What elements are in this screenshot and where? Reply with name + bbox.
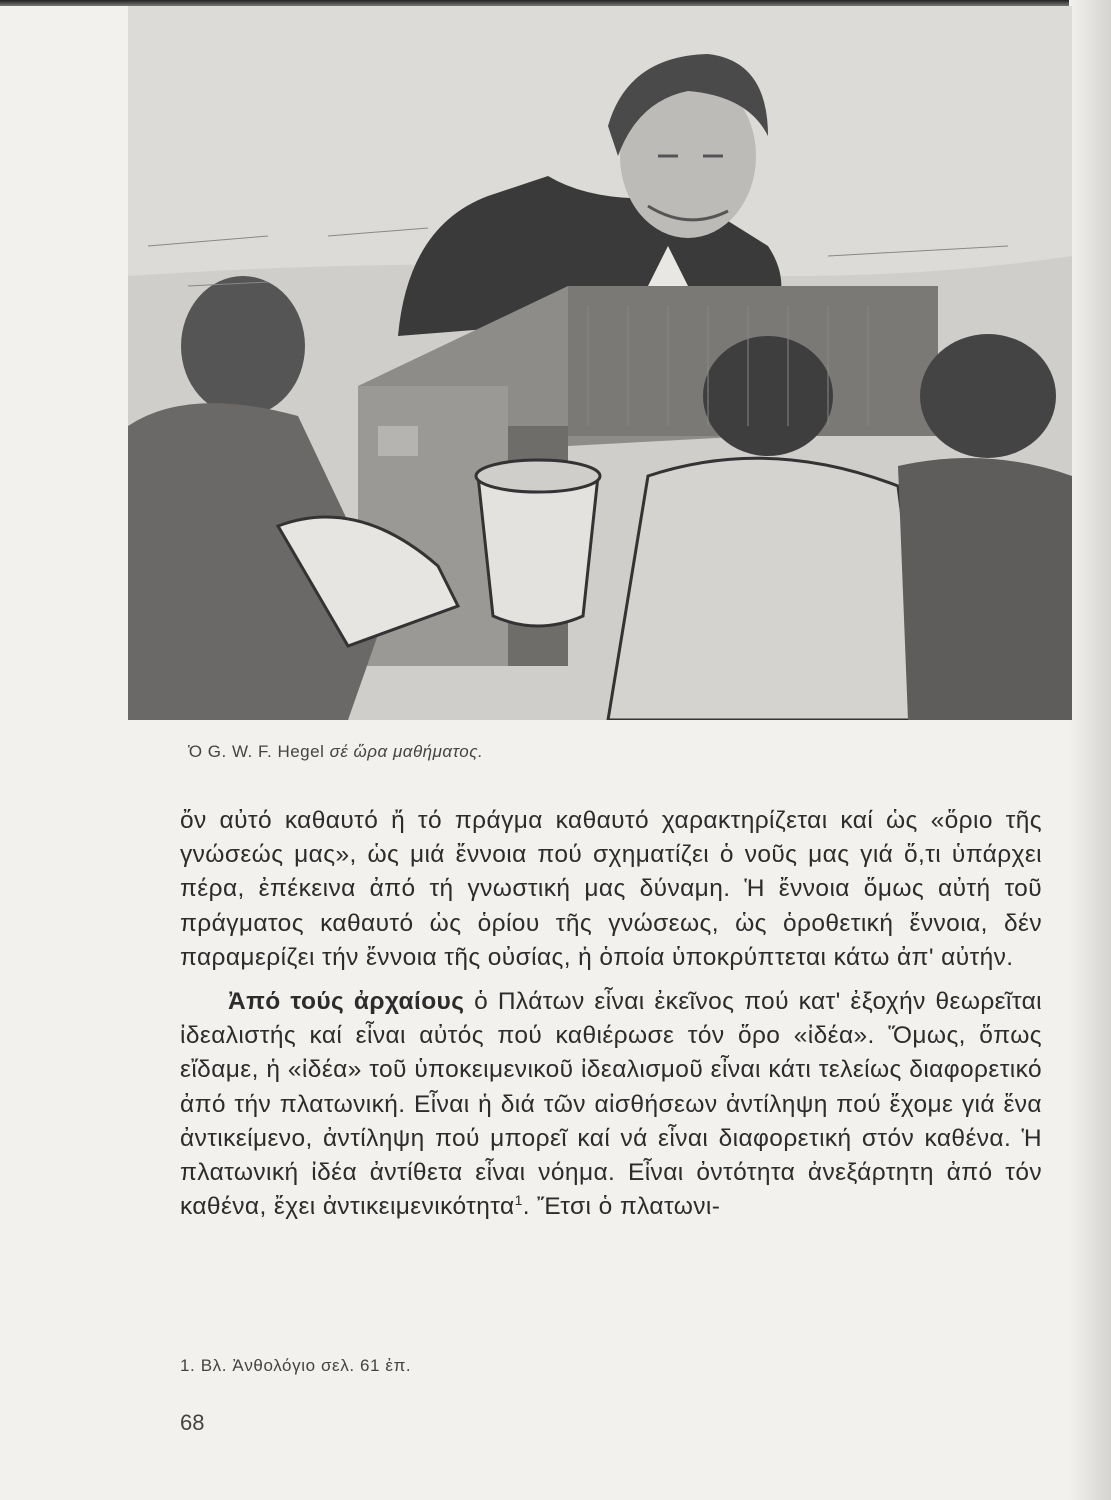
- figure-caption: [188, 742, 483, 762]
- paragraph-text-tail: . Ἔτσι ὁ πλατωνι-: [522, 1193, 721, 1221]
- hegel-lecture-illustration: [128, 6, 1072, 720]
- page-gutter-shadow: [1069, 0, 1111, 1500]
- paragraph: [180, 985, 1042, 1224]
- section-lead: Ἀπό τούς ἀρχαίους: [228, 988, 465, 1016]
- paragraph: ὄν αὐτό καθαυτό ἤ τό πράγμα καθαυτό χαρακτηρίζεται καί ὡς «ὅριο τῆς γνώσεώς μας», ὡς μιά ἔννοια πού σχηματίζει ὁ νοῦς μας γιά ὅ,τι ὑπάρχει πέρα, ἐπέκεινα ἀπό τή γνωστική μας δύναμη. Ἡ ἔννοια ὅμως αὐτή τοῦ πράγματος καθαυτό ὡς ὁρίου τῆς γνώσεως, ὡς ὁροθετική ἔννοια, δέν παραμερίζει τήν ἔννοια τῆς οὐσίας, ἡ ὁποία ὑποκρύπτεται κάτω ἀπ' αὐτήν.: [180, 807, 1042, 971]
- body-text: [180, 804, 1042, 1224]
- footnote: 1. Βλ. Ἀνθολόγιο σελ. 61 ἐπ.: [180, 1356, 412, 1375]
- paragraph-text: ὁ Πλάτων εἶναι ἐκεῖνος πού κατ' ἐξοχήν θεωρεῖται ἰδεαλιστής καί εἶναι αὐτός πού καθιέρωσε τόν ὅρο «ἰδέα». Ὅμως, ὅπως εἴδαμε, ἡ «ἰδέα» τοῦ ὑποκειμενικοῦ ἰδεαλισμοῦ εἶναι κάτι τελείως διαφορετικό ἀπό τήν πλατωνική. Εἶναι ἡ διά τῶν αἰσθήσεων ἀντίληψη πού ἔχομε γιά ἕνα ἀντικείμενο, ἀντίληψη πού μπορεῖ καί νά εἶναι διαφορετική στόν καθένα. Ἡ πλατωνική ἰδέα ἀντίθετα εἶναι νόημα. Εἶναι ὀντότητα ἀνεξάρτητη ἀπό τόν καθένα, ἔχει ἀντικειμενικότητα: [180, 988, 1042, 1221]
- page-number: 68: [180, 1410, 205, 1435]
- caption-text: Ὁ G. W. F. Hegel: [188, 742, 325, 761]
- caption-italic-text: σέ ὥρα μαθήματος.: [329, 742, 484, 761]
- footnote-reference: 1: [514, 1192, 523, 1209]
